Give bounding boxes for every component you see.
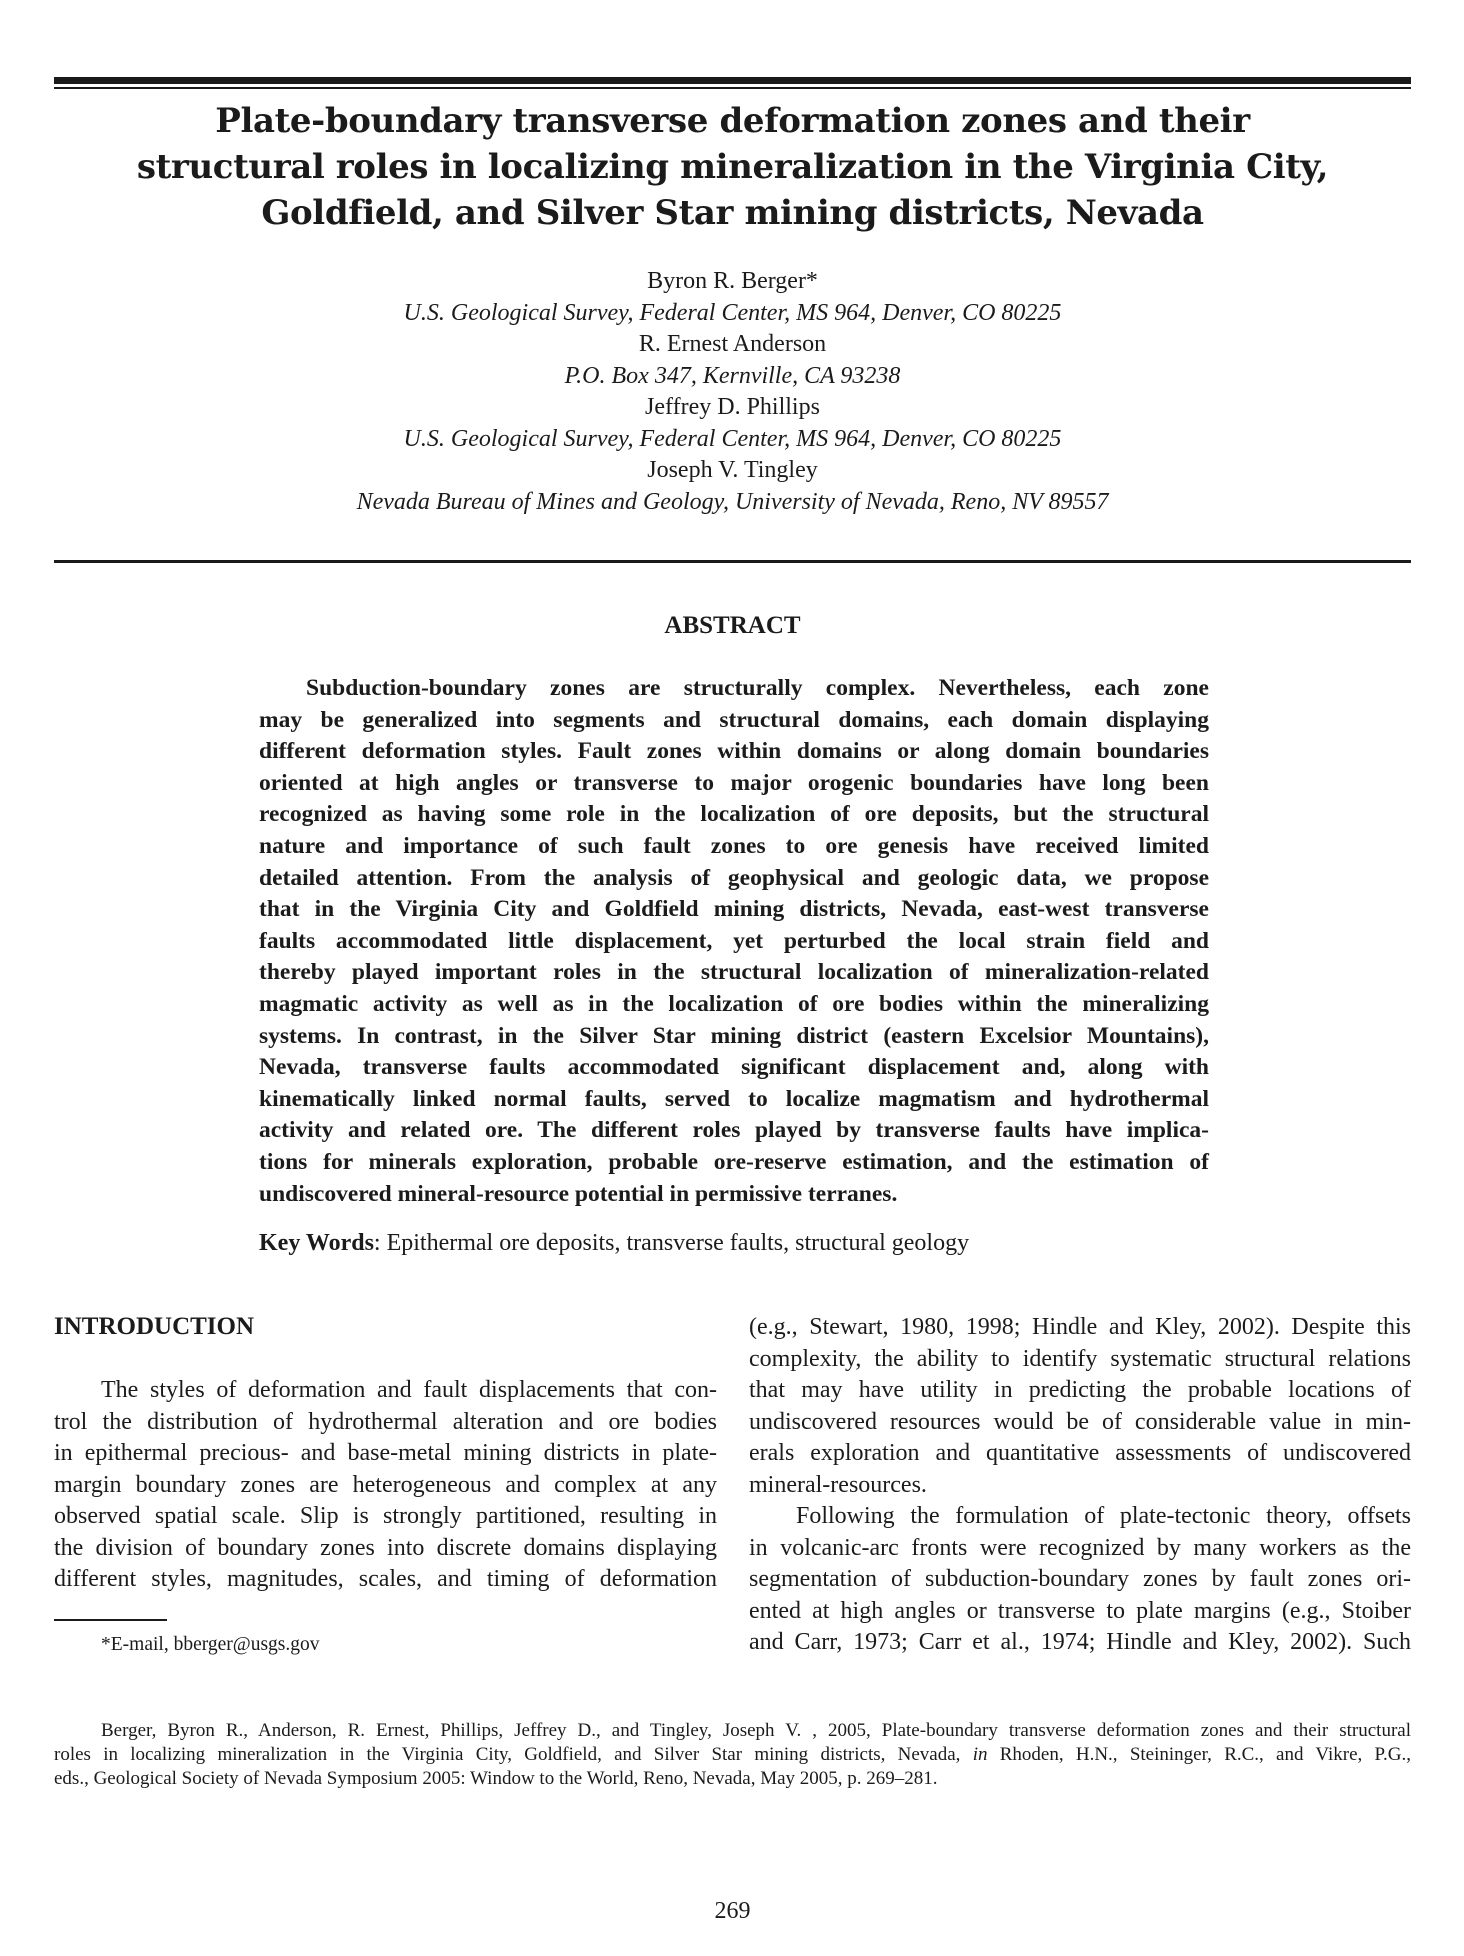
author-block — [54, 266, 1411, 518]
author-name: Byron R. Berger* — [647, 268, 818, 294]
author-affiliation: P.O. Box 347, Kernville, CA 93238 — [564, 362, 901, 389]
abstract-line: may be generalized into segments and structural domains, each domain displaying — [259, 706, 1209, 733]
abstract-line: Nevada, transverse faults accommodated significant displacement and, along with — [259, 1054, 1209, 1081]
title-line: Goldfield, and Silver Star mining districts, Nevada — [261, 193, 1204, 233]
keywords-label: Key Words — [259, 1230, 374, 1256]
body-line: observed spatial scale. Slip is strongly partitioned, resulting in — [54, 1503, 717, 1529]
author-affiliation: U.S. Geological Survey, Federal Center, MS 964, Denver, CO 80225 — [403, 299, 1062, 326]
body-line: segmentation of subduction-boundary zones by fault zones ori- — [749, 1566, 1411, 1592]
abstract-text — [259, 673, 1209, 1210]
citation-line: Berger, Byron R., Anderson, R. Ernest, Phillips, Jeffrey D., and Tingley, Joseph V. , 2005, Plate-boundary transverse deformation zones and their structural — [101, 1720, 1411, 1741]
abstract-line: systems. In contrast, in the Silver Star mining district (eastern Excelsior Mountains), — [259, 1022, 1209, 1049]
title-line: Plate-boundary transverse deformation zones and their — [215, 101, 1250, 141]
body-line: The styles of deformation and fault displacements that con- — [101, 1377, 717, 1403]
author-name: Jeffrey D. Phillips — [645, 394, 820, 420]
citation-text: roles in localizing mineralization in the Virginia City, Goldfield, and Silver Star mining districts, Nevada, — [54, 1744, 973, 1765]
abstract-heading: ABSTRACT — [664, 612, 801, 639]
body-line: (e.g., Stewart, 1980, 1998; Hindle and Kley, 2002). Despite this — [749, 1314, 1411, 1340]
top-rule-thick — [54, 77, 1411, 84]
paper-title — [54, 98, 1411, 236]
footnote-rule — [54, 1619, 167, 1621]
introduction-left-column — [54, 1375, 717, 1596]
abstract-line: that in the Virginia City and Goldfield mining districts, Nevada, east-west transverse — [259, 896, 1209, 923]
top-rule-thin — [54, 87, 1411, 89]
abstract-line: detailed attention. From the analysis of geophysical and geologic data, we propose — [259, 864, 1209, 891]
body-line: the division of boundary zones into discrete domains displaying — [54, 1534, 717, 1561]
body-line: undiscovered resources would be of considerable value in min- — [749, 1408, 1411, 1435]
body-line: mineral-resources. — [749, 1471, 927, 1498]
abstract-line: thereby played important roles in the structural localization of mineralization-related — [259, 959, 1209, 986]
abstract-line: recognized as having some role in the localization of ore deposits, but the structural — [259, 801, 1209, 828]
body-line: erals exploration and quantitative assessments of undiscovered — [749, 1440, 1411, 1466]
abstract-line: faults accommodated little displacement, yet perturbed the local strain field and — [259, 927, 1209, 954]
body-line: margin boundary zones are heterogeneous and complex at any — [54, 1471, 717, 1498]
body-line: Following the formulation of plate-tectonic theory, offsets — [796, 1503, 1411, 1529]
abstract-line: tions for minerals exploration, probable ore-reserve estimation, and the estimation of — [259, 1148, 1209, 1175]
body-line: ented at high angles or transverse to plate margins (e.g., Stoiber — [749, 1597, 1411, 1624]
abstract-line: nature and importance of such fault zones to ore genesis have received limited — [259, 832, 1209, 859]
citation-text: Rhoden, H.N., Steininger, R.C., and Vikre, P.G., — [987, 1744, 1411, 1765]
introduction-right-column — [749, 1312, 1411, 1659]
title-line: structural roles in localizing mineralization in the Virginia City, — [136, 147, 1329, 187]
citation-italic: in — [972, 1744, 988, 1765]
body-line: complexity, the ability to identify systematic structural relations — [749, 1345, 1411, 1372]
abstract-line: Subduction-boundary zones are structurally complex. Nevertheless, each zone — [306, 675, 1209, 701]
body-line: that may have utility in predicting the probable locations of — [749, 1377, 1411, 1403]
abstract-line: magmatic activity as well as in the localization of ore bodies within the mineralizing — [259, 990, 1209, 1017]
footnote: *E-mail, bberger@usgs.gov — [101, 1634, 320, 1655]
citation-line — [54, 1743, 1411, 1767]
abstract-line: activity and related ore. The different roles played by transverse faults have implica- — [259, 1117, 1209, 1144]
body-line: trol the distribution of hydrothermal alteration and ore bodies — [54, 1408, 717, 1435]
body-line: in epithermal precious- and base-metal mining districts in plate- — [54, 1440, 717, 1466]
author-name: Joseph V. Tingley — [647, 457, 818, 483]
author-affiliation: U.S. Geological Survey, Federal Center, MS 964, Denver, CO 80225 — [403, 425, 1062, 452]
author-affiliation: Nevada Bureau of Mines and Geology, University of Nevada, Reno, NV 89557 — [356, 488, 1109, 515]
author-name: R. Ernest Anderson — [638, 331, 827, 357]
body-line: in volcanic-arc fronts were recognized by many workers as the — [749, 1534, 1411, 1561]
body-line: and Carr, 1973; Carr et al., 1974; Hindle and Kley, 2002). Such — [749, 1629, 1411, 1655]
page-number: 269 — [714, 1898, 751, 1924]
citation — [54, 1719, 1411, 1791]
keywords — [259, 1228, 1209, 1259]
introduction-heading: INTRODUCTION — [54, 1313, 255, 1340]
abstract-line: different deformation styles. Fault zones within domains or along domain boundaries — [259, 738, 1209, 765]
abstract-line: oriented at high angles or transverse to major orogenic boundaries have long been — [259, 769, 1209, 796]
body-line: different styles, magnitudes, scales, and timing of deformation — [54, 1566, 717, 1592]
abstract-line: kinematically linked normal faults, served to localize magmatism and hydrothermal — [259, 1085, 1209, 1112]
section-divider — [54, 560, 1411, 563]
abstract-line: undiscovered mineral-resource potential in permissive terranes. — [259, 1180, 898, 1207]
keywords-text: : Epithermal ore deposits, transverse faults, structural geology — [373, 1230, 970, 1256]
citation-line: eds., Geological Society of Nevada Symposium 2005: Window to the World, Reno, Nevada, May 2005, p. 269–281. — [54, 1768, 938, 1789]
